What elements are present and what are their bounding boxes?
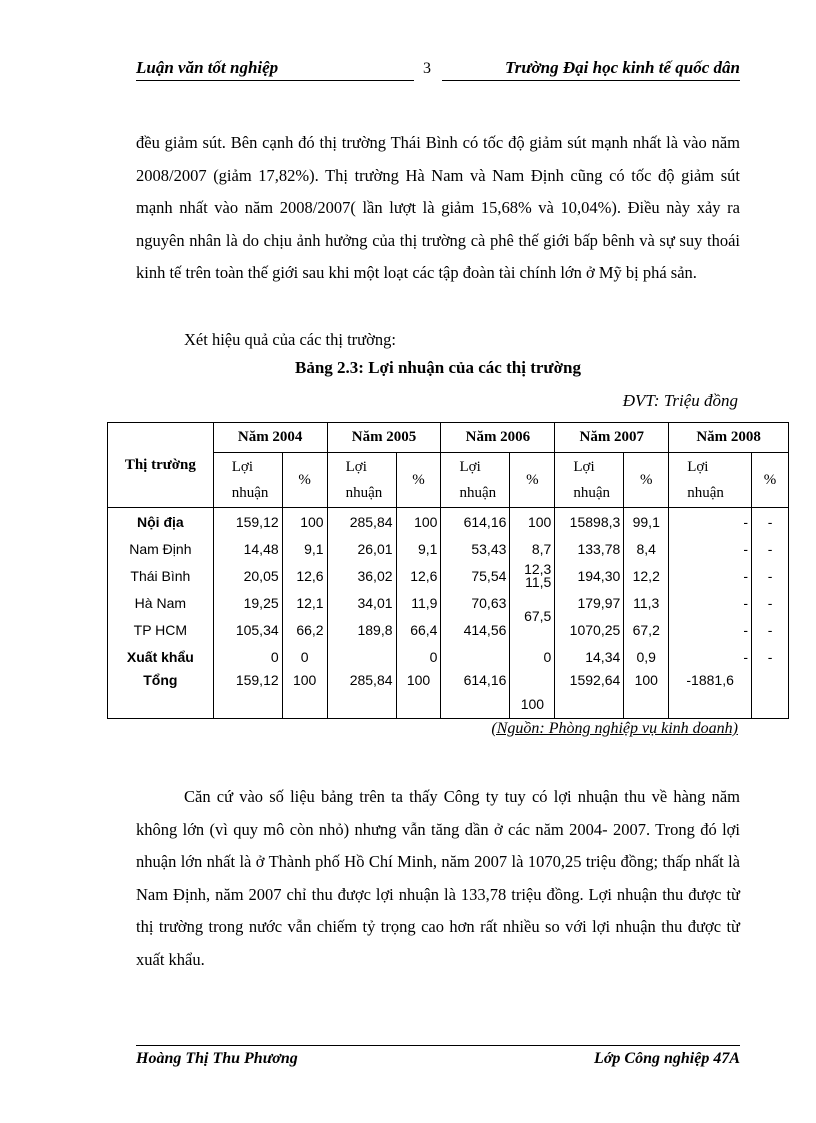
cell: 9,1 xyxy=(282,535,327,562)
cell: 8,4 xyxy=(624,535,669,562)
market-header: Thị trường xyxy=(108,423,214,508)
cell: 100 xyxy=(510,508,555,536)
header-rule-left xyxy=(136,80,414,81)
cell: - xyxy=(752,508,789,536)
table-header-years xyxy=(108,423,789,453)
paragraph-1: đều giảm sút. Bên cạnh đó thị trường Thái Bình có tốc độ giảm sút mạnh nhất là vào năm 2008/2007 (giảm 17,82%). Thị trường Hà Nam và Nam Định cũng có tốc độ giảm sút mạnh nhất vào năm 2008/2007( lần lượt là giảm 15,68% và 10,04%). Điều này xảy ra nguyên nhân là do chịu ảnh hưởng của thị trường cà phê thế giới bấp bênh và sự suy thoái kinh tế trên toàn thế giới sau khi một loạt các tập đoàn tài chính lớn ở Mỹ bị phá sản. xyxy=(136,133,740,282)
cell: - xyxy=(752,643,789,670)
table-row-total xyxy=(108,670,789,719)
cell-stacked: 12,3 11,5 xyxy=(510,562,555,589)
table-row xyxy=(108,589,789,616)
cell: 179,97 xyxy=(555,589,624,616)
cell: 100 xyxy=(396,670,441,719)
cell xyxy=(752,670,789,719)
page-footer xyxy=(136,1045,740,1067)
page-header xyxy=(136,58,740,84)
row-label: Nam Định xyxy=(108,535,214,562)
cell: - xyxy=(669,589,752,616)
cell: 15898,3 xyxy=(555,508,624,536)
cell: - xyxy=(752,589,789,616)
cell: -1881,6 xyxy=(669,670,752,719)
year-header: Năm 2005 xyxy=(327,423,441,453)
cell xyxy=(327,643,396,670)
paragraph-2: Xét hiệu quả của các thị trường: xyxy=(184,330,396,349)
percent-header: % xyxy=(396,453,441,508)
cell: 105,34 xyxy=(213,616,282,643)
cell: - xyxy=(752,616,789,643)
cell: 159,12 xyxy=(213,508,282,536)
table-row xyxy=(108,535,789,562)
cell: 11,9 xyxy=(396,589,441,616)
header-rule-right xyxy=(442,80,740,81)
row-label: Xuất khẩu xyxy=(108,643,214,670)
cell: 0 xyxy=(510,643,555,670)
row-label: Hà Nam xyxy=(108,589,214,616)
cell: 8,7 xyxy=(510,535,555,562)
table-unit: ĐVT: Triệu đồng xyxy=(622,391,738,410)
cell: 189,8 xyxy=(327,616,396,643)
header-thesis-title: Luận văn tốt nghiệp xyxy=(136,58,279,77)
cell: - xyxy=(669,616,752,643)
cell: 34,01 xyxy=(327,589,396,616)
cell: 194,30 xyxy=(555,562,624,589)
cell: 100 xyxy=(510,670,555,719)
profit-header: Lợi nhuận xyxy=(441,453,510,508)
percent-header: % xyxy=(624,453,669,508)
year-header: Năm 2007 xyxy=(555,423,669,453)
year-header: Năm 2004 xyxy=(213,423,327,453)
table-row xyxy=(108,562,789,589)
cell: 0,9 xyxy=(624,643,669,670)
cell: 75,54 xyxy=(441,562,510,589)
cell: 26,01 xyxy=(327,535,396,562)
cell: - xyxy=(752,562,789,589)
cell: - xyxy=(669,562,752,589)
cell: 100 xyxy=(282,670,327,719)
cell: - xyxy=(669,508,752,536)
footer-author: Hoàng Thị Thu Phương xyxy=(136,1050,298,1067)
cell: 12,2 xyxy=(624,562,669,589)
row-label: Nội địa xyxy=(108,508,214,536)
profit-header: Lợi nhuận xyxy=(669,453,752,508)
cell: - xyxy=(669,535,752,562)
cell: 66,4 xyxy=(396,616,441,643)
cell: 14,48 xyxy=(213,535,282,562)
table-row xyxy=(108,643,789,670)
profit-table xyxy=(107,422,789,719)
cell: 0 xyxy=(282,643,327,670)
cell: 614,16 xyxy=(441,508,510,536)
row-label: Thái Bình xyxy=(108,562,214,589)
cell: 70,63 xyxy=(441,589,510,616)
profit-header: Lợi nhuận xyxy=(327,453,396,508)
cell: 12,6 xyxy=(282,562,327,589)
percent-header: % xyxy=(510,453,555,508)
cell: 614,16 xyxy=(441,670,510,719)
cell: 285,84 xyxy=(327,508,396,536)
cell: 100 xyxy=(396,508,441,536)
cell: 285,84 xyxy=(327,670,396,719)
cell: 0 xyxy=(213,643,282,670)
cell: 67,2 xyxy=(624,616,669,643)
cell: 9,1 xyxy=(396,535,441,562)
cell: - xyxy=(669,643,752,670)
cell: - xyxy=(752,535,789,562)
page-number: 3 xyxy=(423,60,431,77)
percent-header: % xyxy=(752,453,789,508)
cell: 1070,25 xyxy=(555,616,624,643)
cell: 99,1 xyxy=(624,508,669,536)
cell: 67,5 xyxy=(510,589,555,643)
header-university: Trường Đại học kinh tế quốc dân xyxy=(505,58,740,77)
cell xyxy=(441,643,510,670)
cell: 53,43 xyxy=(441,535,510,562)
cell: 36,02 xyxy=(327,562,396,589)
cell: 100 xyxy=(624,670,669,719)
cell: 414,56 xyxy=(441,616,510,643)
cell: 133,78 xyxy=(555,535,624,562)
table-row xyxy=(108,616,789,643)
cell: 100 xyxy=(282,508,327,536)
percent-header: % xyxy=(282,453,327,508)
profit-header: Lợi nhuận xyxy=(555,453,624,508)
cell: 66,2 xyxy=(282,616,327,643)
footer-class: Lớp Công nghiệp 47A xyxy=(594,1050,740,1067)
cell: 159,12 xyxy=(213,670,282,719)
cell: 1592,64 xyxy=(555,670,624,719)
year-header: Năm 2008 xyxy=(669,423,789,453)
profit-header: Lợi nhuận xyxy=(213,453,282,508)
cell: 14,34 xyxy=(555,643,624,670)
row-label: Tổng xyxy=(108,670,214,719)
row-label: TP HCM xyxy=(108,616,214,643)
table-source: (Nguồn: Phòng nghiệp vụ kinh doanh) xyxy=(491,720,738,737)
paragraph-3: Căn cứ vào số liệu bảng trên ta thấy Công ty tuy có lợi nhuận thu về hàng năm không lớn (vì quy mô còn nhỏ) nhưng vẫn tăng dần ở các năm 2004- 2007. Trong đó lợi nhuận lớn nhất là ở Thành phố Hồ Chí Minh, năm 2007 là 1070,25 triệu đồng; thấp nhất là Nam Định, năm 2007 chỉ thu được lợi nhuận là 133,78 triệu đồng. Lợi nhuận thu được từ thị trường trong nước vẫn chiếm tỷ trọng cao hơn rất nhiều so với lợi nhuận thu được từ xuất khẩu. xyxy=(136,787,740,969)
year-header: Năm 2006 xyxy=(441,423,555,453)
cell: 12,1 xyxy=(282,589,327,616)
cell: 19,25 xyxy=(213,589,282,616)
cell: 12,6 xyxy=(396,562,441,589)
cell: 0 xyxy=(396,643,441,670)
table-caption: Bảng 2.3: Lợi nhuận của các thị trường xyxy=(295,358,581,377)
cell: 11,3 xyxy=(624,589,669,616)
table-row xyxy=(108,508,789,536)
cell: 20,05 xyxy=(213,562,282,589)
